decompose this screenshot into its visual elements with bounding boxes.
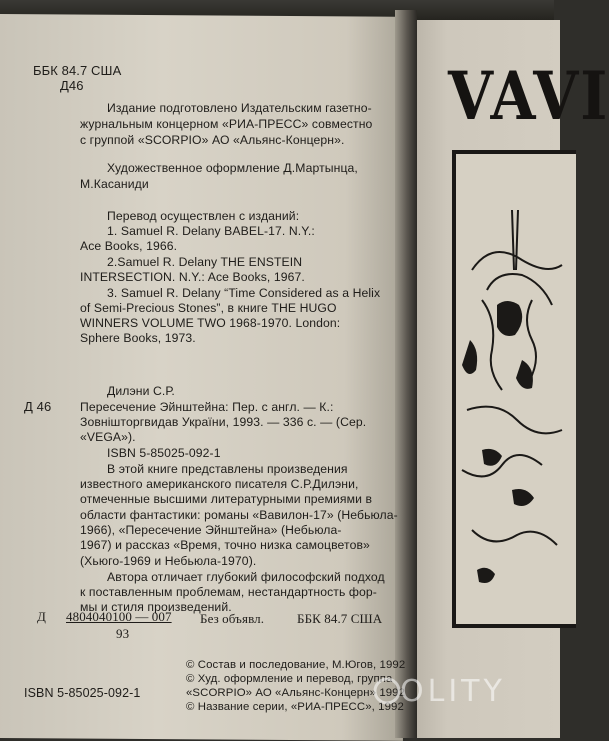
catalog-line-15: мы и стиля произведений. (80, 600, 232, 614)
catalog-line-12: (Хьюго-1969 и Небьюла-1970). (80, 554, 257, 568)
cover-illustration (452, 150, 562, 620)
price-code-letter: Д (37, 609, 46, 624)
translation-line-9: Sphere Books, 1973. (80, 331, 196, 345)
translation-line-7: of Semi-Precious Stones”, в книге THE HUGO (80, 301, 337, 315)
translation-line-1: Перевод осуществлен с изданий: (107, 209, 300, 223)
bbk-code-top: ББК 84.7 США (33, 63, 122, 78)
copyright-line-3: «SCORPIO» АО «Альянс-Концерн» 1992 (186, 687, 406, 699)
publisher-line-1: Издание подготовлено Издательским газетно- (107, 101, 372, 115)
translation-line-4: 2.Samuel R. Delany THE ENSTEIN (107, 255, 303, 269)
no-ad-label: Без объявл. (200, 611, 265, 626)
design-line-2: М.Касаниди (80, 177, 149, 191)
watermark-text: OLITY (400, 674, 506, 709)
catalog-line-3: Зовнішторгвидав України, 1993. — 336 с. — (Сер. (80, 415, 367, 429)
catalog-line-4: «VEGA»). (80, 430, 136, 444)
publisher-line-2: журнальным концерном «РИА-ПРЕСС» совместно (80, 117, 373, 131)
translation-line-6: 3. Samuel R. Delany “Time Considered as a Helix (107, 286, 381, 300)
catalog-line-13: Автора отличает глубокий философский подход (107, 570, 385, 584)
catalog-line-14: к поставленным проблемам, нестандартность фор- (80, 585, 377, 599)
d46-code-top: Д46 (60, 78, 84, 93)
catalog-line-7: известного американского писателя С.Р.Дилэни, (80, 477, 359, 491)
bbk-code-bottom: ББК 84.7 США (297, 611, 383, 626)
catalog-line-10: 1966), «Пересечение Эйнштейна» (Небьюла- (80, 523, 342, 537)
book-gutter (395, 10, 417, 738)
catalog-code: Д 46 (24, 399, 52, 414)
catalog-line-2: Пересечение Эйнштейна: Пер. с англ. — К.: (80, 400, 334, 414)
catalog-line-8: отмеченные высшими литературными премиями в (80, 492, 373, 506)
catalog-author: Дилэни С.Р. (107, 384, 175, 398)
watermark-logo-icon (372, 676, 402, 706)
catalog-isbn: ISBN 5-85025-092-1 (107, 446, 221, 460)
copyright-line-1: © Состав и последование, М.Югов, 1992 (186, 659, 406, 671)
price-code-sub: 93 (116, 626, 130, 641)
copyright-line-2: © Худ. оформление и перевод, группа (186, 673, 393, 685)
catalog-line-11: 1967) и рассказ «Время, точно низка самоцветов» (80, 538, 370, 552)
translation-line-3: Ace Books, 1966. (80, 239, 178, 253)
price-code-number: 4804040100 — 007 (66, 609, 172, 624)
translation-line-2: 1. Samuel R. Delany BABEL-17. N.Y.: (107, 224, 315, 238)
design-line-1: Художественное оформление Д.Мартынца, (107, 161, 358, 175)
cover-title: VAVI (448, 56, 609, 136)
translation-line-5: INTERSECTION. N.Y.: Ace Books, 1967. (80, 270, 305, 284)
translation-line-8: WINNERS VOLUME TWO 1968-1970. London: (80, 316, 341, 330)
isbn-bottom: ISBN 5-85025-092-1 (24, 686, 141, 700)
catalog-line-6: В этой книге представлены произведения (107, 462, 348, 476)
publisher-line-3: с группой «SCORPIO» АО «Альянс-Концерн». (80, 133, 345, 147)
catalog-line-9: области фантастики: романы «Вавилон-17» (Небьюла- (80, 508, 398, 522)
copyright-line-4: © Название серии, «РИА-ПРЕСС», 1992 (186, 701, 404, 713)
